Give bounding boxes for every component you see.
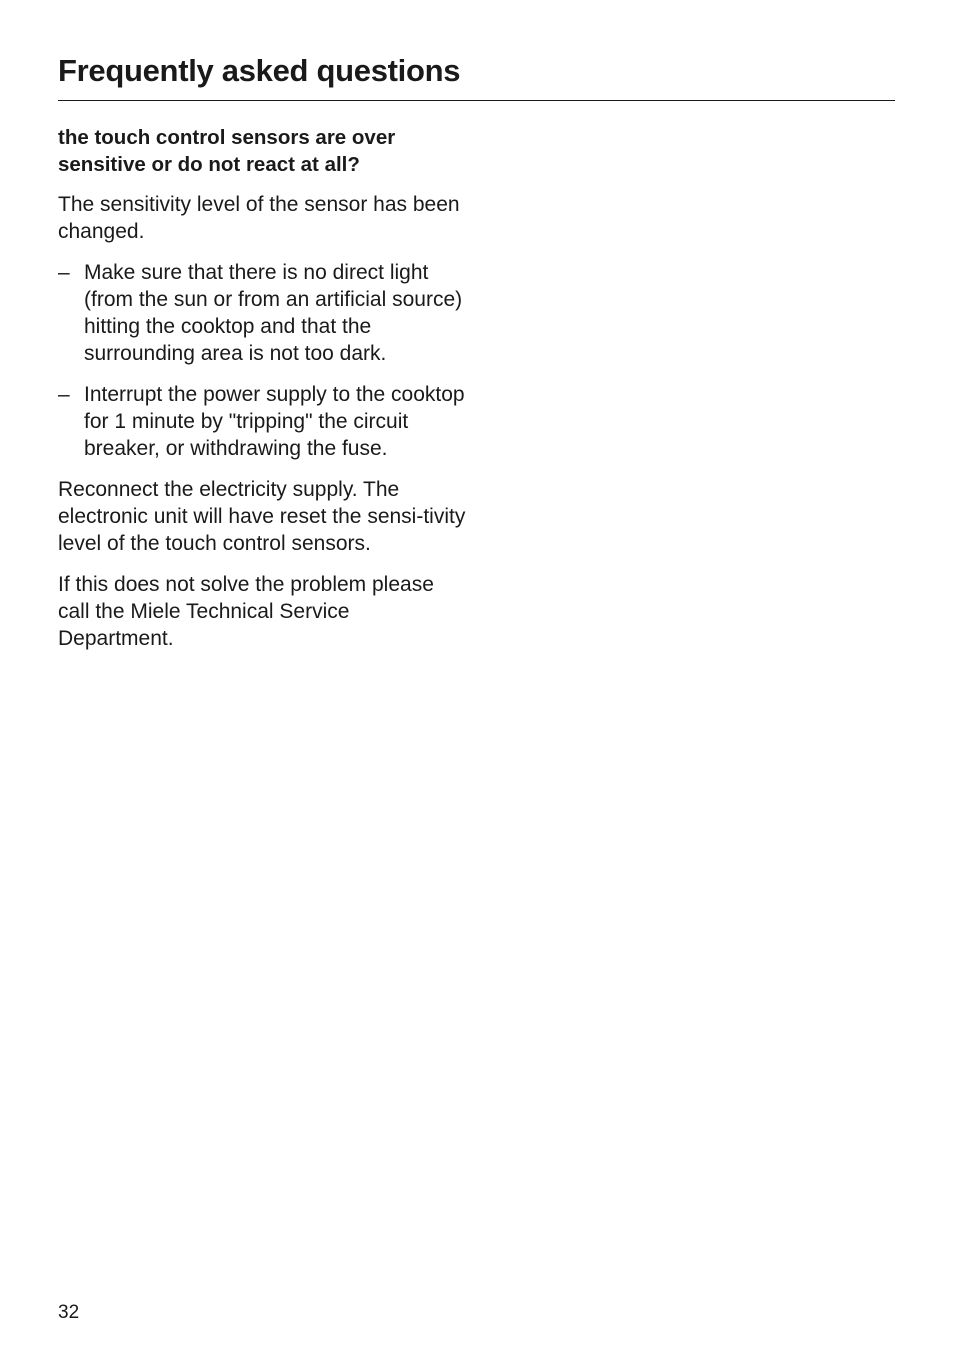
list-item [58,381,468,462]
title-divider [58,100,895,101]
reconnect-text: Reconnect the electricity supply. The electronic unit will have reset the sensi-tivity level of the touch control sensors. [58,478,466,555]
page-number: 32 [58,1302,80,1323]
list-item [58,259,468,367]
list-item-text: Make sure that there is no direct light (from the sun or from an artificial source) hitting the cooktop and that the surrounding area is not too dark. [84,261,463,365]
faq-question: the touch control sensors are over sensitive or do not react at all? [58,126,396,176]
list-item-text: Interrupt the power supply to the cooktop for 1 minute by "tripping" the circuit breaker, or withdrawing the fuse. [84,383,465,460]
faq-intro-text: The sensitivity level of the sensor has been changed. [58,193,460,243]
closing-text: If this does not solve the problem please call the Miele Technical Service Department. [58,573,434,650]
page-title: Frequently asked questions [58,53,461,88]
dash-bullet-icon: – [58,261,70,284]
dash-bullet-icon: – [58,383,70,406]
faq-steps-list [58,259,468,462]
faq-section [58,124,468,666]
